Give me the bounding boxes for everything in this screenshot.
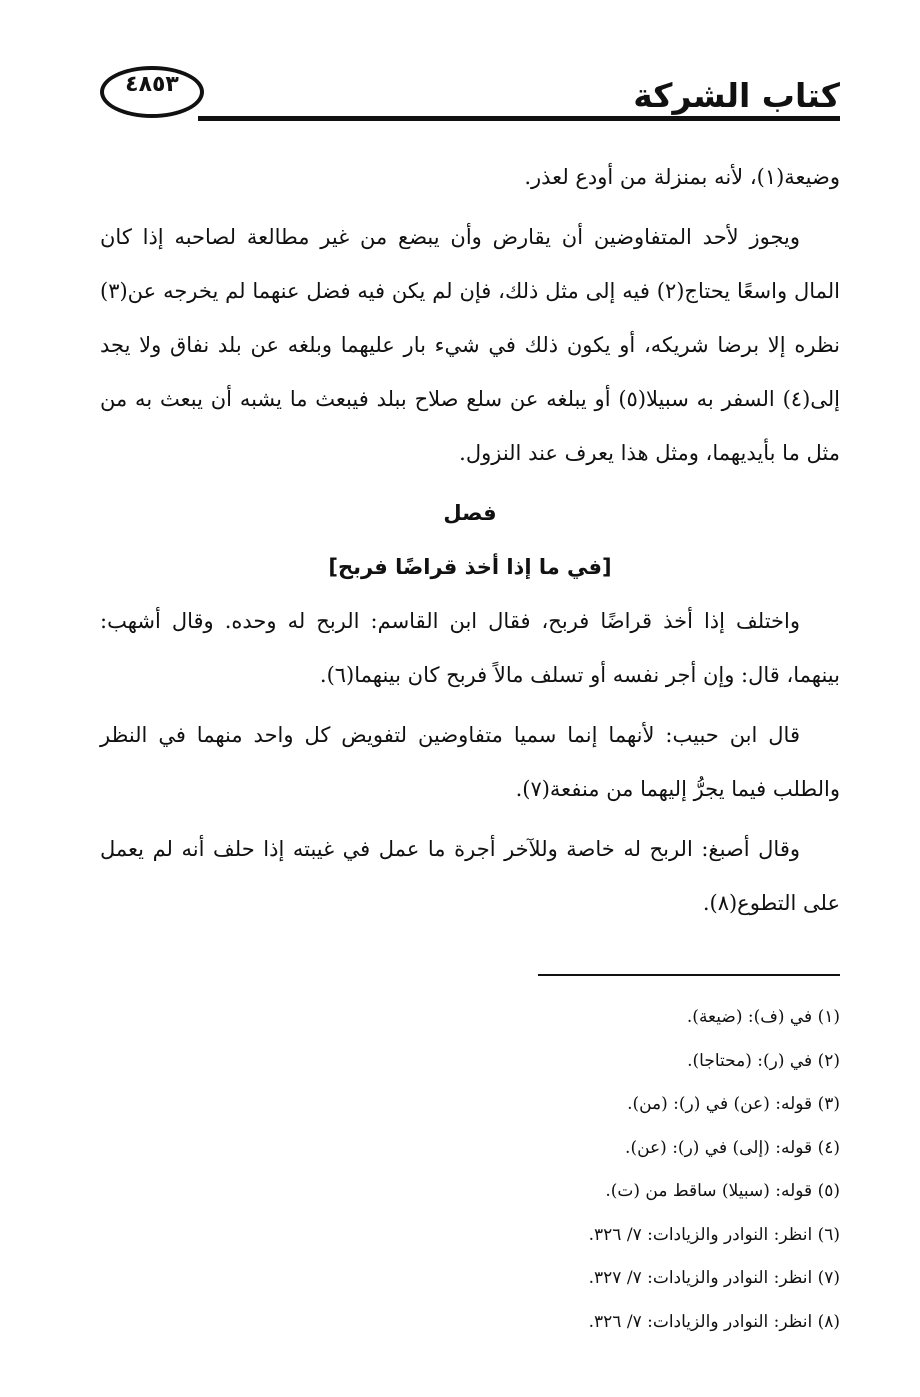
footnote-5: (٥) قوله: (سبيلا) ساقط من (ت). xyxy=(605,1181,840,1201)
footnote-6: (٦) انظر: النوادر والزيادات: ٧/ ٣٢٦. xyxy=(588,1224,840,1245)
footnote-2: (٢) في (ر): (محتاجا). xyxy=(687,1050,840,1071)
paragraph-1: وضيعة(١)، لأنه بمنزلة من أودع لعذر. xyxy=(524,165,840,189)
footnote-separator xyxy=(538,974,840,976)
page-number: ٤٨٥٣ xyxy=(125,72,179,97)
paragraph-5: وقال أصبغ: الربح له خاصة وللآخر أجرة ما عمل في غيبته إذا حلف أنه لم يعمل على التطوع(٨). xyxy=(100,837,840,915)
footnote-8: (٨) انظر: النوادر والزيادات: ٧/ ٣٢٦. xyxy=(588,1311,840,1332)
paragraph-2: ويجوز لأحد المتفاوضين أن يقارض وأن يبضع من غير مطالعة لصاحبه إذا كان المال واسعًا يحتاج(٢) فيه إلى مثل ذلك، فإن لم يكن فيه فضل عنهما لم يخرجه عن(٣) نظره إلا برضا شريكه، أو يكون ذلك في شيء بار عليهما وبلغه عن بلد نفاق ولا يجد إلى(٤) السفر به سبيلا(٥) أو يبلغه عن سلع صلاح ببلد فيبعث ما يشبه أن يبعث به من مثل ما بأيديهما، ومثل هذا يعرف عند النزول. xyxy=(100,225,840,465)
footnote-7: (٧) انظر: النوادر والزيادات: ٧/ ٣٢٧. xyxy=(588,1268,840,1288)
footnote-3: (٣) قوله: (عن) في (ر): (من). xyxy=(627,1094,840,1114)
footnote-1: (١) في (ف): (ضيعة). xyxy=(686,1007,840,1027)
book-title: كتاب الشركة xyxy=(633,76,840,115)
section-subheading: [في ما إذا أخذ قراضًا فربح] xyxy=(328,555,612,579)
paragraph-3: واختلف إذا أخذ قراضًا فربح، فقال ابن القاسم: الربح له وحده. وقال أشهب: بينهما، قال: وإن أجر نفسه أو تسلف مالاً فربح كان بينهما(٦). xyxy=(100,609,840,687)
header-rule xyxy=(198,116,840,121)
footnotes xyxy=(100,996,840,1344)
footnote-4: (٤) قوله: (إلى) في (ر): (عن). xyxy=(625,1137,840,1158)
paragraph-4: قال ابن حبيب: لأنهما إنما سميا متفاوضين لتفويض كل واحد منهما في النظر والطلب فيما يجرُّ إليهما من منفعة(٧). xyxy=(100,723,840,801)
section-heading: فصل xyxy=(443,501,497,525)
page-header xyxy=(100,62,840,130)
main-text xyxy=(100,150,840,930)
